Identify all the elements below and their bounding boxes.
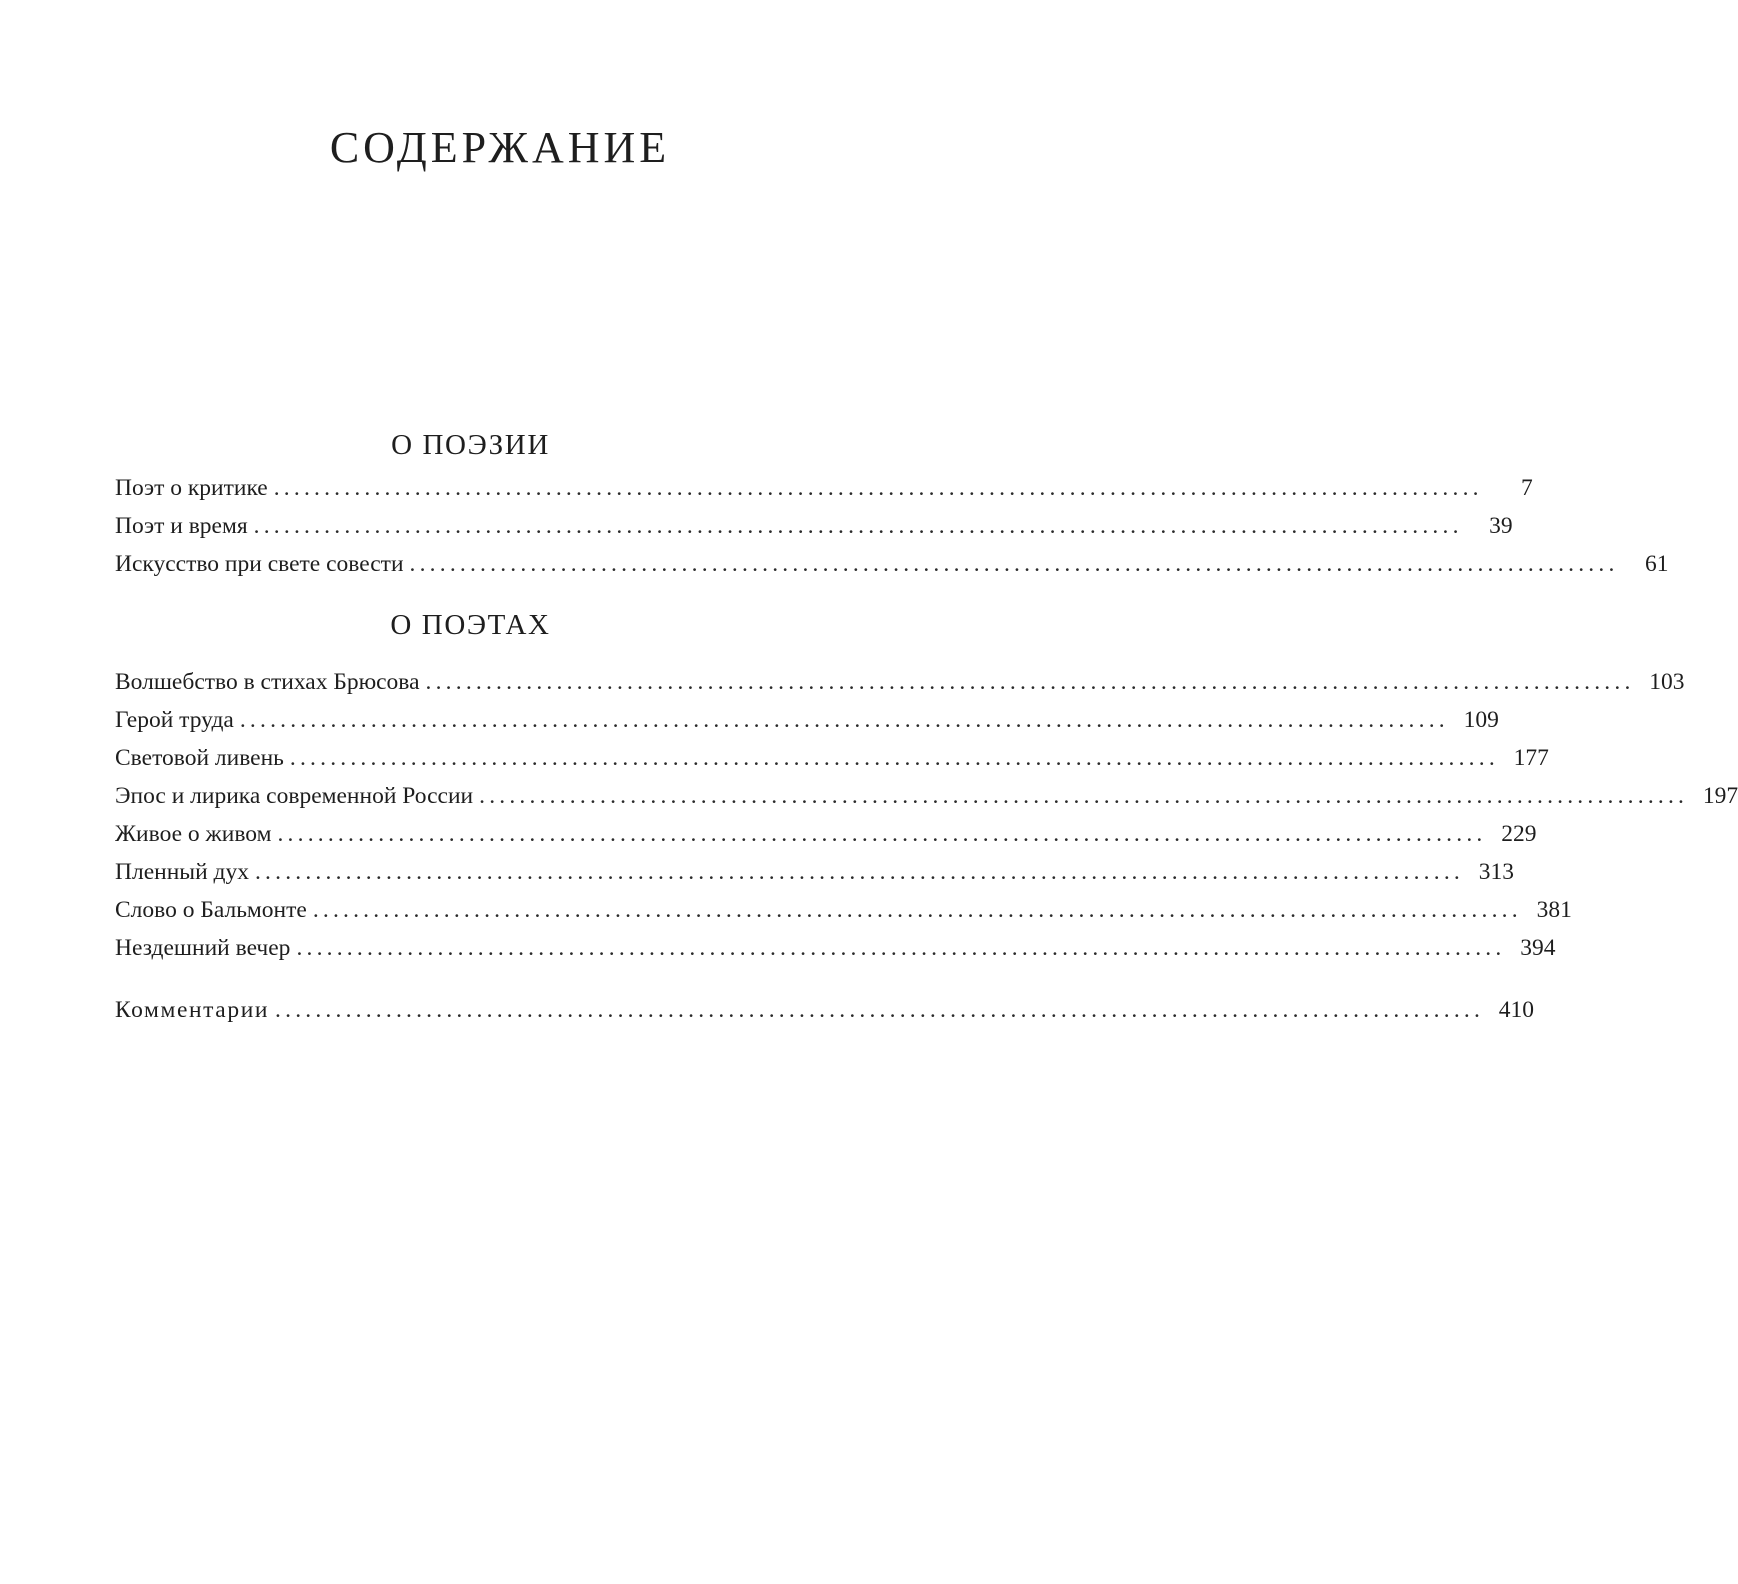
- toc-entry-title: Эпос и лирика современной России: [115, 783, 474, 809]
- toc-entry-title: Живое о живом: [115, 821, 272, 847]
- toc-entry-page: 381: [1536, 897, 1572, 923]
- toc-entry-page: 109: [1463, 707, 1499, 733]
- toc-entry-title: Поэт о критике: [115, 475, 268, 501]
- toc-entry: [115, 853, 1514, 891]
- dot-leader: ........................................................................................................................: [277, 821, 1487, 847]
- toc-entry-title: Световой ливень: [115, 745, 284, 771]
- toc-entry-page: 7: [1520, 475, 1533, 501]
- page-title: СОДЕРЖАНИЕ: [329, 123, 671, 172]
- toc-entry-page: 39: [1489, 513, 1513, 539]
- dot-leader: ........................................................................................................................: [312, 897, 1522, 923]
- dot-leader: ........................................................................................................................: [296, 935, 1506, 961]
- toc-entry-page: 394: [1520, 935, 1556, 961]
- toc-entry-page: 410: [1498, 997, 1535, 1023]
- toc-entry: [115, 507, 1513, 545]
- dot-leader: ........................................................................................................................: [425, 669, 1635, 695]
- section-heading-poetry: О ПОЭЗИИ: [391, 429, 550, 461]
- toc-entry: [115, 739, 1549, 777]
- dot-leader: ........................................................................................................................: [239, 707, 1449, 733]
- toc-entry-title: Искусство при свете совести: [115, 551, 404, 577]
- toc-entry-page: 61: [1645, 551, 1669, 577]
- toc-entry-title: Нездешний вечер: [115, 935, 291, 961]
- toc-entry-title: Волшебство в стихах Брюсова: [115, 669, 420, 695]
- dot-leader: ........................................................................................................................: [289, 745, 1499, 771]
- toc-entry-title: Герой труда: [115, 707, 234, 733]
- dot-leader: ........................................................................................................................: [254, 859, 1464, 885]
- toc-entry-title: Комментарии: [115, 997, 270, 1023]
- dot-leader: ........................................................................................................................: [479, 783, 1689, 809]
- toc-entry-comments: [115, 991, 1535, 1029]
- toc-entry: [115, 701, 1499, 739]
- dot-leader: ........................................................................................................................: [253, 513, 1463, 539]
- toc-entry-title: Поэт и время: [115, 513, 248, 539]
- toc-entry-title: Слово о Бальмонте: [115, 897, 307, 923]
- toc-entry: [115, 777, 1738, 815]
- toc-entry-page: 197: [1702, 783, 1738, 809]
- toc-entry-page: 177: [1513, 745, 1549, 771]
- toc-entry-page: 229: [1501, 821, 1537, 847]
- section-heading-poets: О ПОЭТАХ: [390, 609, 551, 641]
- toc-entry: [115, 891, 1572, 929]
- toc-entry: [115, 663, 1685, 701]
- toc-entry: [115, 469, 1533, 507]
- toc-entry-title: Пленный дух: [115, 859, 249, 885]
- toc-entry-page: 103: [1649, 669, 1685, 695]
- dot-leader: ........................................................................................................................: [409, 551, 1619, 577]
- toc-entry: [115, 929, 1556, 967]
- spacer: [115, 967, 826, 991]
- table-of-contents: [115, 425, 1738, 1029]
- toc-entry-page: 313: [1478, 859, 1514, 885]
- toc-entry: [115, 545, 1669, 583]
- dot-leader: ........................................................................................................................: [273, 475, 1483, 501]
- dot-leader: ........................................................................................................................: [275, 997, 1485, 1023]
- toc-entry: [115, 815, 1537, 853]
